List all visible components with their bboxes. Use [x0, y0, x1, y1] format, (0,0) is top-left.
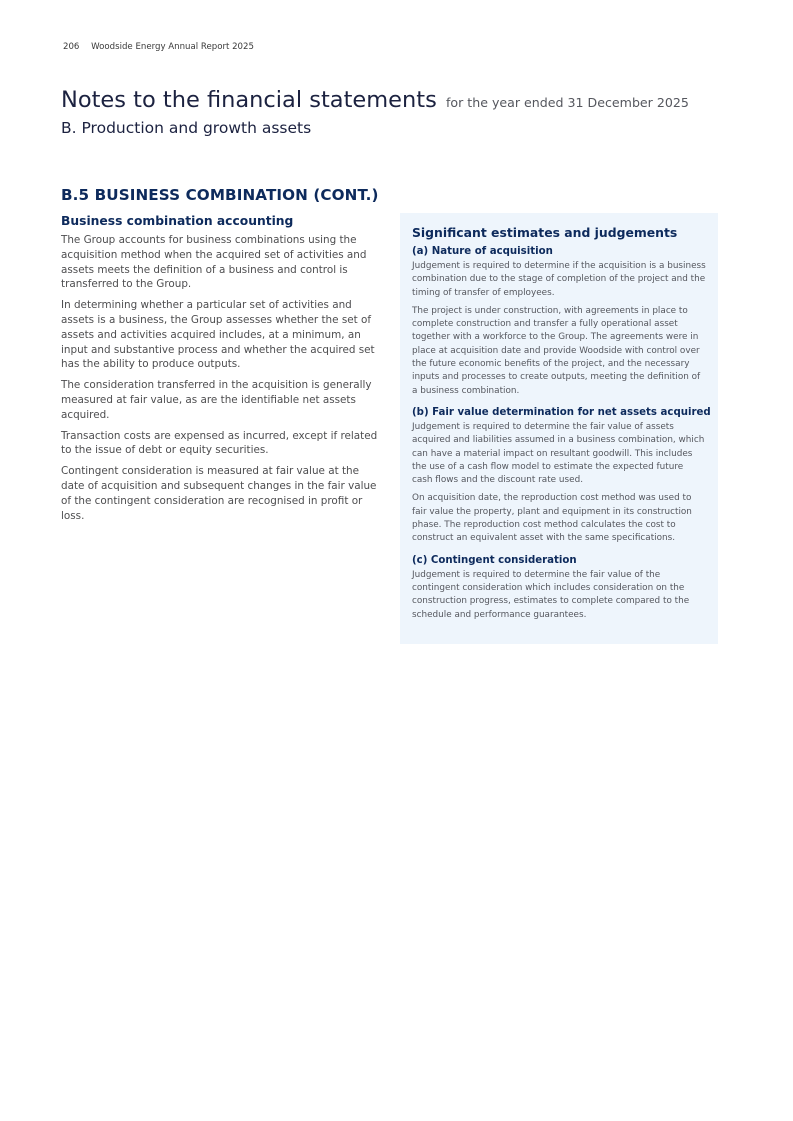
left-paragraph: In determining whether a particular set of activities and assets is a business, the Group assesses whether the set of assets and activities acquired includes, at a minimum, an input and substantive process and whether the acquired set has the ability to produce outputs. — [61, 299, 375, 371]
estimates-subsection-a — [412, 245, 706, 398]
subsection-heading: (a) Nature of acquisition — [412, 246, 553, 257]
title-block — [61, 86, 761, 138]
page-number: 206 — [63, 42, 80, 52]
significant-estimates-box — [400, 213, 718, 644]
left-paragraph: The consideration transferred in the acquisition is generally measured at fair value, as are the identifiable net assets acquired. — [61, 379, 372, 421]
estimates-subsection-b — [412, 406, 711, 546]
subsection-paragraph: The project is under construction, with agreements in place to complete construction and transfer a fully operational asset together with a workforce to the Group. The agreements were in place at acquisition date and provide Woodside with control over the future economic benefits of the project, and the necessary inputs and processes to create outputs, meeting the definition of a business combination. — [412, 305, 701, 396]
subsection-paragraph: Judgement is required to determine if the acquisition is a business combination due to the stage of completion of the project and the timing of transfer of employees. — [412, 261, 706, 298]
estimates-box-title: Significant estimates and judgements — [412, 225, 678, 240]
left-column-heading: Business combination accounting — [61, 214, 294, 228]
subsection-heading: (b) Fair value determination for net assets acquired — [412, 406, 711, 418]
section-heading: B.5 BUSINESS COMBINATION (CONT.) — [61, 186, 379, 204]
left-paragraph: The Group accounts for business combinations using the acquisition method when the acquired set of activities and assets meets the definition of a business and control is transferred to the Group. — [61, 234, 367, 291]
left-paragraph: Contingent consideration is measured at fair value at the date of acquisition and subsequent changes in the fair value of the contingent consideration are recognised in profit or loss. — [61, 465, 377, 522]
estimates-subsection-c — [412, 554, 706, 622]
subsection-paragraph: Judgement is required to determine the fair value of assets acquired and liabilities assumed in a business combination, which can have a material impact on resultant goodwill. This includes the use of a cash flow model to estimate the expected future cash flows and the discount rate used. — [412, 421, 705, 486]
section-subtitle: B. Production and growth assets — [61, 119, 312, 137]
subsection-paragraph: On acquisition date, the reproduction cost method was used to fair value the property, plant and equipment in its construction phase. The reproduction cost method calculates the cost to construct an equivalent asset with the same specifications. — [412, 493, 692, 544]
page-title-main: Notes to the financial statements — [61, 87, 437, 113]
subsection-paragraph: Judgement is required to determine the fair value of the contingent consideration which includes consideration on the construction progress, estimates to complete compared to the schedule and performance guarantees. — [412, 569, 690, 620]
page-title-period: for the year ended 31 December 2025 — [445, 95, 689, 110]
page-title — [61, 86, 761, 117]
left-column — [61, 214, 379, 529]
subsection-heading: (c) Contingent consideration — [412, 554, 577, 566]
report-title: Woodside Energy Annual Report 2025 — [91, 42, 254, 52]
left-paragraph: Transaction costs are expensed as incurred, except if related to the issue of debt or equity securities. — [61, 429, 378, 457]
running-header — [63, 42, 254, 52]
